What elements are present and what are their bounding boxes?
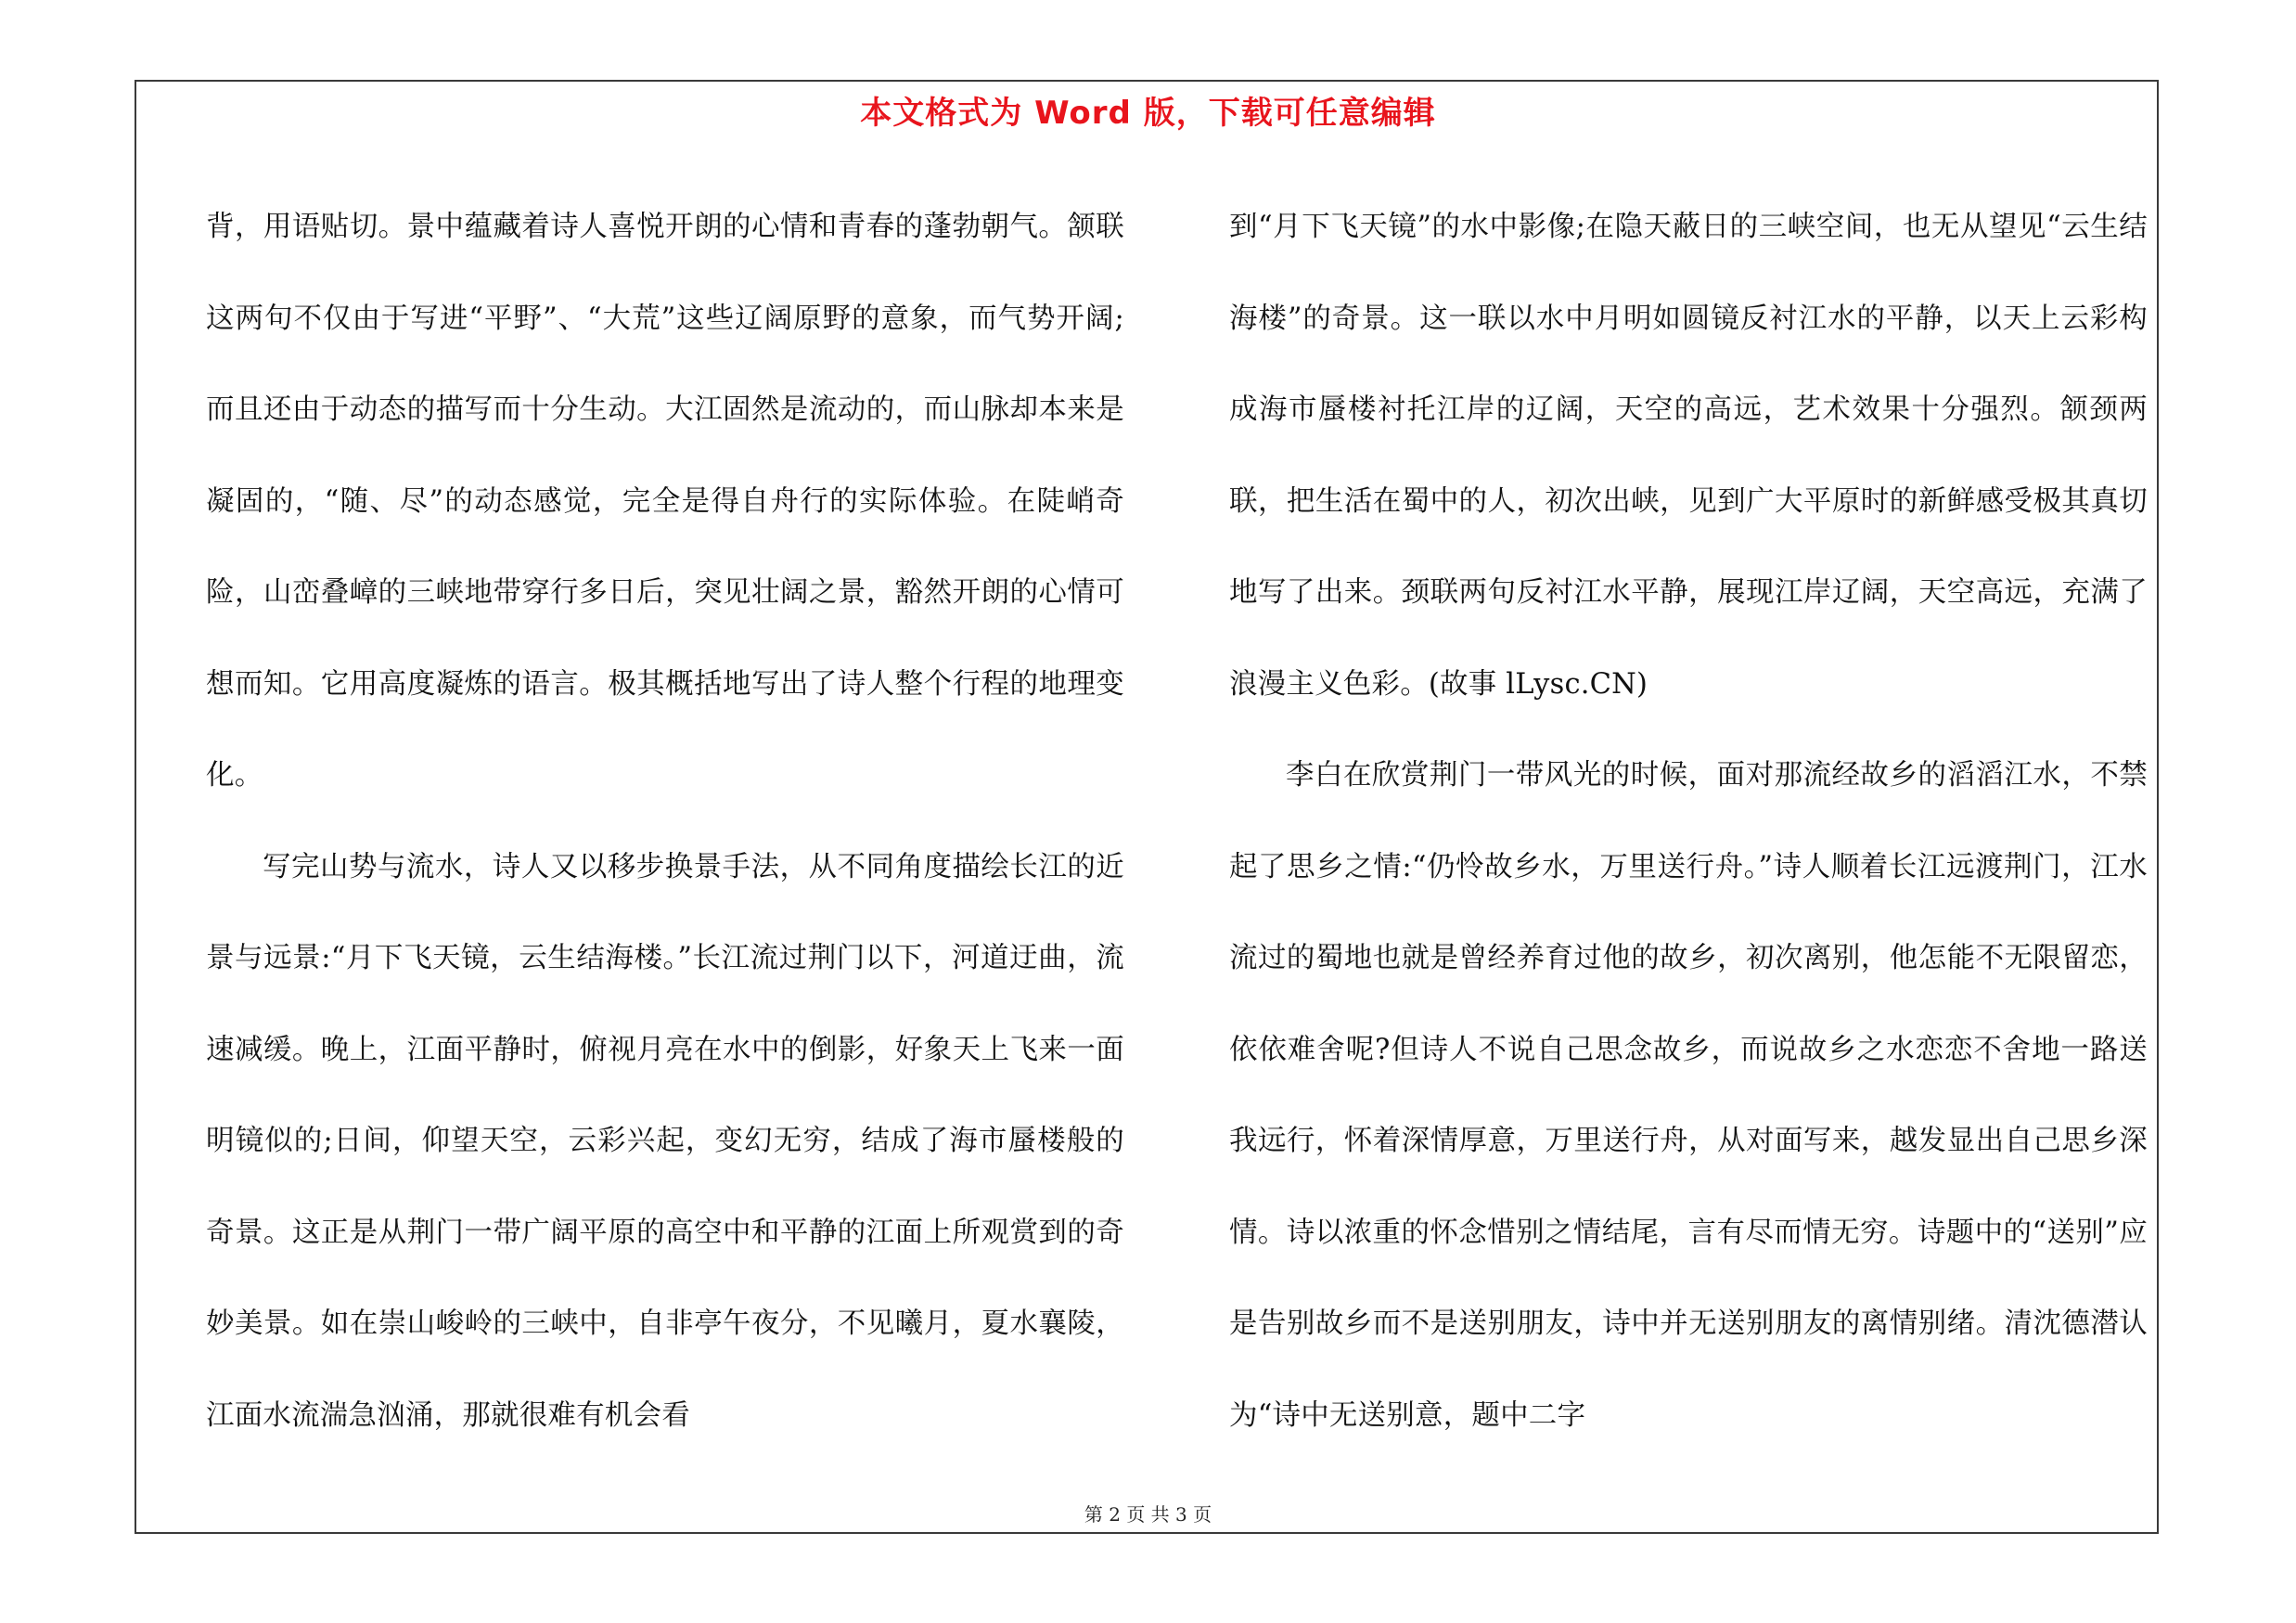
right-column xyxy=(1229,182,2148,1462)
paragraph: 李白在欣赏荆门一带风光的时候，面对那流经故乡的滔滔江水，不禁起了思乡之情:“仍怜故乡水，万里送行舟。”诗人顺着长江远渡荆门，江水流过的蜀地也就是曾经养育过他的故乡，初次离别，他怎能不无限留恋，依依难舍呢?但诗人不说自己思念故乡，而说故乡之水恋恋不舍地一路送我远行，怀着深情厚意，万里送行舟，从对面写来，越发显出自己思乡深情。诗以浓重的怀念惜别之情结尾，言有尽而情无穷。诗题中的“送别”应是告别故乡而不是送别朋友，诗中并无送别朋友的离情别绪。清沈德潜认为“诗中无送别意，题中二字 xyxy=(1229,759,2148,1432)
left-column xyxy=(206,182,1124,1462)
page-number: 第 2 页 共 3 页 xyxy=(1084,1503,1212,1526)
paragraph: 到“月下飞天镜”的水中影像;在隐天蔽日的三峡空间，也无从望见“云生结海楼”的奇景。这一联以水中月明如圆镜反衬江水的平静，以天上云彩构成海市蜃楼衬托江岸的辽阔，天空的高远，艺术效果十分强烈。颔颈两联，把生活在蜀中的人，初次出峡，见到广大平原时的新鲜感受极其真切地写了出来。颈联两句反衬江水平静，展现江岸辽阔，天空高远，充满了浪漫主义色彩。(故事 lLysc.CN) xyxy=(1229,211,2148,701)
paragraph: 写完山势与流水，诗人又以移步换景手法，从不同角度描绘长江的近景与远景:“月下飞天镜，云生结海楼。”长江流过荆门以下，河道迂曲，流速减缓。晚上，江面平静时，俯视月亮在水中的倒影，好象天上飞来一面明镜似的;日间，仰望天空，云彩兴起，变幻无穷，结成了海市蜃楼般的奇景。这正是从荆门一带广阔平原的高空中和平静的江面上所观赏到的奇妙美景。如在崇山峻岭的三峡中，自非亭午夜分，不见曦月，夏水襄陵，江面水流湍急汹涌，那就很难有机会看 xyxy=(206,850,1124,1432)
header-banner: 本文格式为 Word 版，下载可任意编辑 xyxy=(860,95,1436,132)
paragraph: 背，用语贴切。景中蕴藏着诗人喜悦开朗的心情和青春的蓬勃朝气。颔联这两句不仅由于写进“平野”、“大荒”这些辽阔原野的意象，而气势开阔;而且还由于动态的描写而十分生动。大江固然是流动的，而山脉却本来是凝固的，“随、尽”的动态感觉，完全是得自舟行的实际体验。在陡峭奇险，山峦叠嶂的三峡地带穿行多日后，突见壮阔之景，豁然开朗的心情可想而知。它用高度凝炼的语言。极其概括地写出了诗人整个行程的地理变化。 xyxy=(206,211,1124,792)
